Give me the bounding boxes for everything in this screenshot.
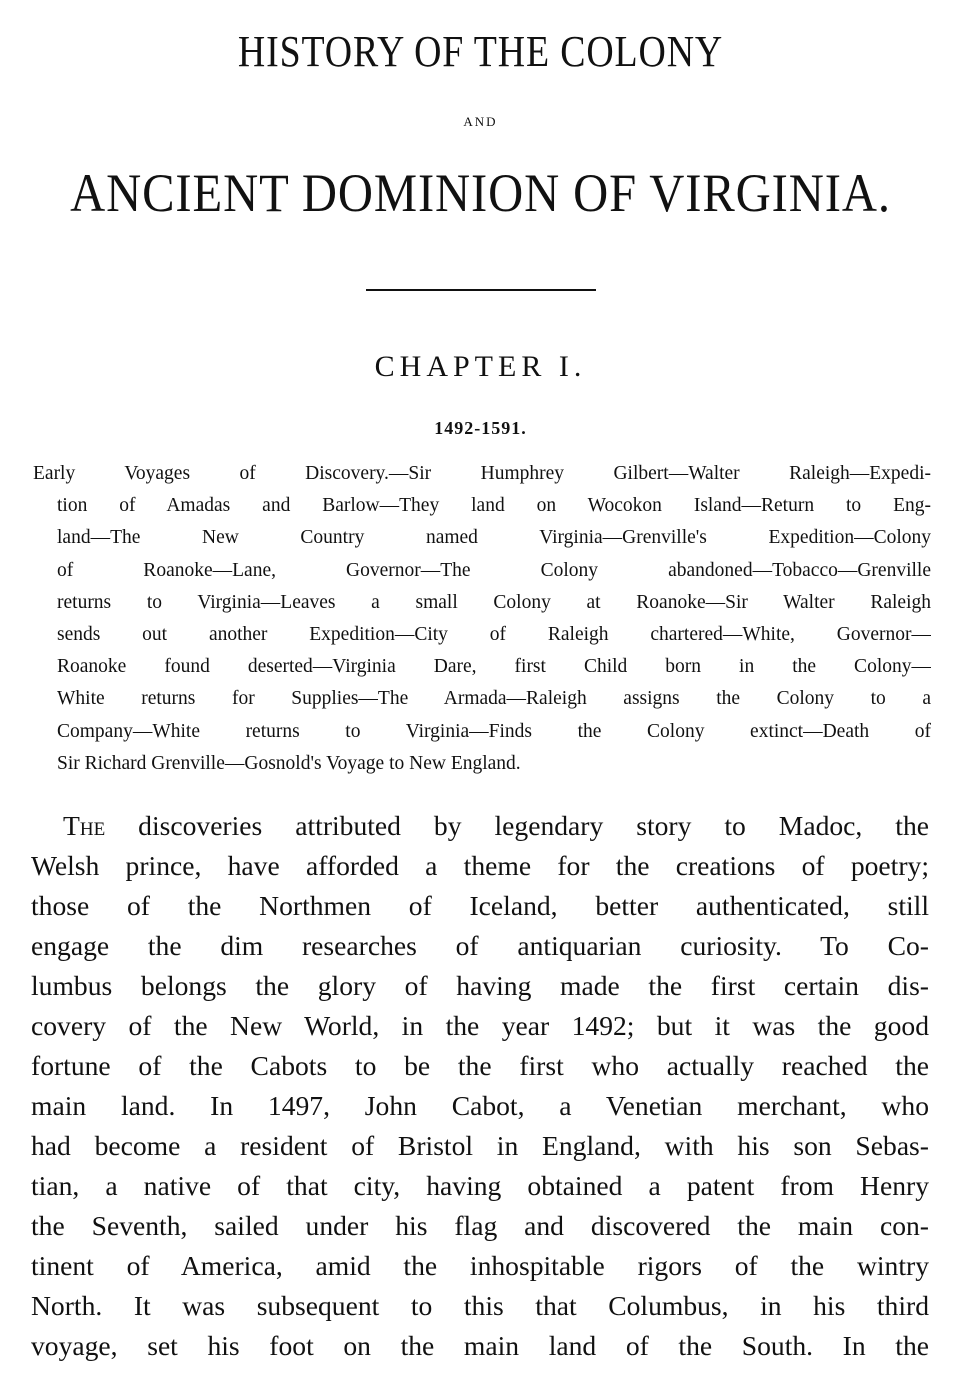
body-line: tian, a native of that city, having obtained a patent from Henry (31, 1170, 929, 1201)
body-line: the Seventh, sailed under his flag and discovered the main con- (31, 1210, 929, 1241)
summary-line: Roanoke found deserted—Virginia Dare, first Child born in the Colony— (57, 656, 931, 678)
body-line: those of the Northmen of Iceland, better authenticated, still (31, 890, 929, 921)
body-line: voyage, set his foot on the main land of the South. In the (31, 1330, 929, 1361)
summary-line: Early Voyages of Discovery.—Sir Humphrey Gilbert—Walter Raleigh—Expedi- (33, 463, 931, 484)
book-title-line-1: HISTORY OF THE COLONY (237, 27, 724, 76)
body-line (31, 806, 929, 846)
summary-line: of Roanoke—Lane, Governor—The Colony abandoned—Tobacco—Grenville (57, 559, 931, 581)
title-divider-rule (366, 289, 596, 291)
body-line: main land. In 1497, John Cabot, a Venetian merchant, who (31, 1090, 929, 1121)
book-title-conjunction: AND (463, 114, 498, 129)
summary-line: returns to Virginia—Leaves a small Colony at Roanoke—Sir Walter Raleigh (57, 591, 931, 613)
summary-line: White returns for Supplies—The Armada—Raleigh assigns the Colony to a (57, 688, 931, 710)
summary-line: Company—White returns to Virginia—Finds the Colony extinct—Death of (57, 720, 931, 742)
summary-line: tion of Amadas and Barlow—They land on Wocokon Island—Return to Eng- (57, 495, 931, 517)
summary-line: land—The New Country named Virginia—Grenville's Expedition—Colony (57, 527, 931, 549)
body-line: tinent of America, amid the inhospitable rigors of the wintry (31, 1250, 929, 1281)
body-line: North. It was subsequent to this that Columbus, in his third (31, 1290, 929, 1321)
body-line: covery of the New World, in the year 1492; but it was the good (31, 1010, 929, 1041)
summary-line: Sir Richard Grenville—Gosnold's Voyage to New England. (57, 752, 521, 774)
body-line: lumbus belongs the glory of having made the first certain dis- (31, 970, 929, 1001)
chapter-heading: CHAPTER I. (374, 350, 587, 383)
opening-word: The (63, 810, 106, 841)
body-line: had become a resident of Bristol in England, with his son Sebas- (31, 1130, 929, 1161)
chapter-body-text (31, 806, 929, 1366)
body-line: fortune of the Cabots to be the first who actually reached the (31, 1050, 929, 1081)
book-title-line-2: ANCIENT DOMINION OF VIRGINIA. (70, 163, 891, 223)
body-line-rest: discoveries attributed by legendary story to Madoc, the (105, 810, 929, 841)
body-line: engage the dim researches of antiquarian curiosity. To Co- (31, 930, 929, 961)
summary-line: sends out another Expedition—City of Raleigh chartered—White, Governor— (57, 624, 931, 646)
body-line: Welsh prince, have afforded a theme for the creations of poetry; (31, 850, 929, 881)
chapter-summary (33, 458, 931, 780)
chapter-years: 1492-1591. (434, 418, 527, 438)
